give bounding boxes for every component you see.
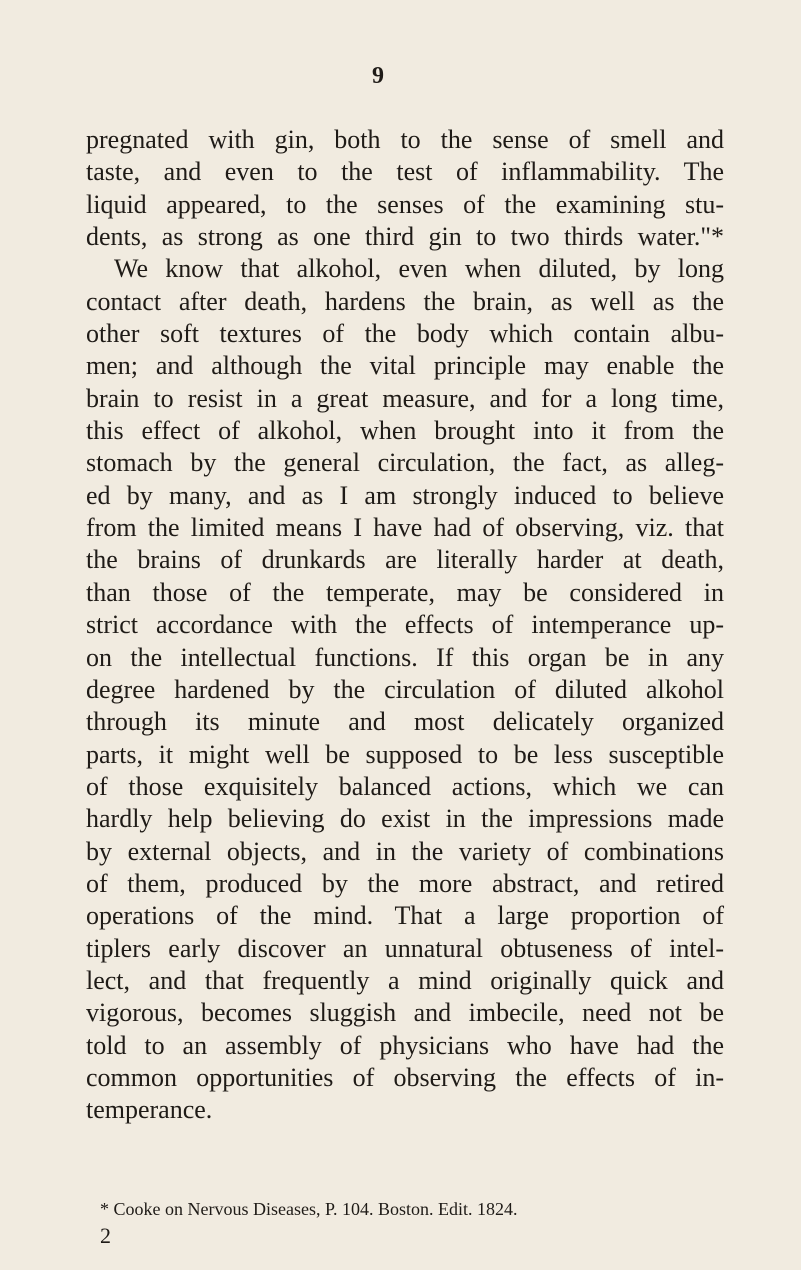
text-line: strict accordance with the effects of intemperance up- bbox=[86, 610, 724, 640]
text-line: ed by many, and as I am strongly induced to believe bbox=[86, 480, 724, 510]
text-line: brain to resist in a great measure, and for a long time, bbox=[86, 383, 724, 413]
text-line: than those of the temperate, may be considered in bbox=[86, 577, 724, 607]
text-line: the brains of drunkards are literally harder at death, bbox=[86, 545, 724, 575]
text-line: degree hardened by the circulation of diluted alkohol bbox=[86, 674, 724, 704]
text-line: other soft textures of the body which contain albu- bbox=[86, 319, 724, 349]
body-text bbox=[86, 124, 724, 1127]
text-line: stomach by the general circulation, the fact, as alleg- bbox=[86, 448, 724, 478]
text-line: vigorous, becomes sluggish and imbecile, need not be bbox=[86, 998, 724, 1028]
text-line: contact after death, hardens the brain, as well as the bbox=[86, 286, 724, 316]
signature-mark: 2 bbox=[100, 1223, 111, 1248]
text-line: tiplers early discover an unnatural obtuseness of intel- bbox=[86, 933, 724, 963]
text-line: men; and although the vital principle may enable the bbox=[86, 351, 724, 381]
text-line: taste, and even to the test of inflammability. The bbox=[86, 157, 724, 187]
text-line: lect, and that frequently a mind originally quick and bbox=[86, 965, 724, 995]
text-line: pregnated with gin, both to the sense of smell and bbox=[86, 125, 724, 154]
text-line: of those exquisitely balanced actions, which we can bbox=[86, 771, 724, 801]
text-line: by external objects, and in the variety of combinations bbox=[86, 836, 724, 866]
text-line: from the limited means I have had of observing, viz. that bbox=[86, 513, 724, 543]
text-line: We know that alkohol, even when diluted, by long bbox=[114, 254, 724, 284]
text-line: through its minute and most delicately organized bbox=[86, 707, 724, 737]
text-line: liquid appeared, to the senses of the examining stu- bbox=[86, 189, 724, 219]
text-line: parts, it might well be supposed to be less susceptible bbox=[86, 739, 724, 769]
text-line: temperance. bbox=[86, 1095, 213, 1125]
text-line: on the intellectual functions. If this organ be in any bbox=[86, 642, 724, 672]
text-line: told to an assembly of physicians who have had the bbox=[86, 1030, 724, 1060]
text-line: dents, as strong as one third gin to two thirds water."* bbox=[86, 222, 724, 252]
page-number: 9 bbox=[372, 63, 384, 89]
text-line: common opportunities of observing the effects of in- bbox=[86, 1062, 724, 1092]
text-line: operations of the mind. That a large proportion of bbox=[86, 901, 724, 931]
text-line: of them, produced by the more abstract, and retired bbox=[86, 868, 724, 898]
text-line: this effect of alkohol, when brought into it from the bbox=[86, 416, 724, 446]
footnote: * Cooke on Nervous Diseases, P. 104. Boston. Edit. 1824. bbox=[100, 1199, 518, 1219]
text-line: hardly help believing do exist in the impressions made bbox=[86, 804, 724, 834]
